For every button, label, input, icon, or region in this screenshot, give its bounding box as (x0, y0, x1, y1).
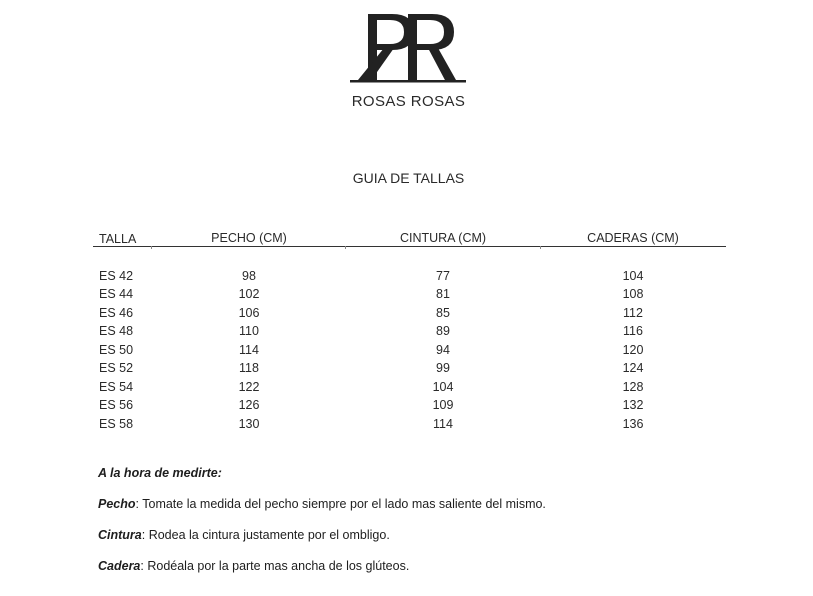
cell-pecho: 106 (238, 306, 260, 320)
cell-talla: ES 44 (99, 287, 134, 301)
page-title: GUIA DE TALLAS (352, 170, 465, 186)
header-cintura: CINTURA (CM) (399, 231, 487, 245)
cell-pecho: 114 (239, 343, 259, 357)
note-text: : Rodéala por la parte mas ancha de los glúteos. (140, 559, 410, 573)
cell-caderas: 104 (622, 269, 644, 283)
cell-caderas: 132 (622, 398, 644, 412)
cell-caderas: 116 (623, 324, 643, 338)
note-pecho (98, 497, 546, 511)
cell-talla: ES 54 (99, 380, 134, 394)
cell-pecho: 126 (238, 398, 260, 412)
brand-name: ROSAS ROSAS (351, 93, 466, 110)
column-tick (345, 246, 346, 249)
column-tick (540, 246, 541, 249)
note-label: Pecho (98, 497, 136, 511)
cell-pecho: 118 (239, 361, 259, 375)
cell-pecho: 122 (238, 380, 260, 394)
cell-caderas: 108 (622, 287, 644, 301)
cell-talla: ES 50 (99, 343, 134, 357)
cell-caderas: 128 (622, 380, 644, 394)
cell-talla: ES 46 (99, 306, 134, 320)
note-label: Cintura (98, 528, 142, 542)
cell-talla: ES 58 (99, 417, 134, 431)
notes-heading (98, 466, 222, 480)
cell-cintura: 81 (436, 287, 450, 301)
cell-caderas: 136 (622, 417, 644, 431)
cell-caderas: 120 (622, 343, 644, 357)
cell-pecho: 102 (238, 287, 260, 301)
note-label: Cadera (98, 559, 141, 573)
notes-heading-text: A la hora de medirte: (98, 466, 222, 480)
cell-cintura: 89 (436, 324, 450, 338)
header-talla: TALLA (99, 232, 137, 246)
brand-logo (348, 10, 468, 88)
cell-cintura: 77 (436, 269, 450, 283)
cell-talla: ES 52 (99, 361, 134, 375)
cell-caderas: 124 (622, 361, 644, 375)
cell-talla: ES 56 (99, 398, 134, 412)
cell-talla: ES 48 (99, 324, 134, 338)
note-cintura (98, 528, 390, 542)
cell-talla: ES 42 (99, 269, 134, 283)
cell-cintura: 99 (436, 361, 450, 375)
cell-pecho: 110 (239, 324, 259, 338)
cell-pecho: 98 (242, 269, 256, 283)
note-text: : Tomate la medida del pecho siempre por el lado mas saliente del mismo. (135, 497, 546, 511)
cell-cintura: 94 (436, 343, 450, 357)
cell-cintura: 104 (432, 380, 454, 394)
column-tick (151, 246, 152, 249)
cell-pecho: 130 (238, 417, 260, 431)
cell-cintura: 114 (433, 417, 453, 431)
note-text: : Rodea la cintura justamente por el ombligo. (141, 528, 390, 542)
header-caderas: CADERAS (CM) (587, 231, 679, 245)
cell-cintura: 109 (432, 398, 454, 412)
header-divider (93, 246, 726, 247)
note-cadera (98, 559, 409, 573)
header-pecho: PECHO (CM) (211, 231, 287, 245)
cell-caderas: 112 (623, 306, 643, 320)
cell-cintura: 85 (436, 306, 450, 320)
